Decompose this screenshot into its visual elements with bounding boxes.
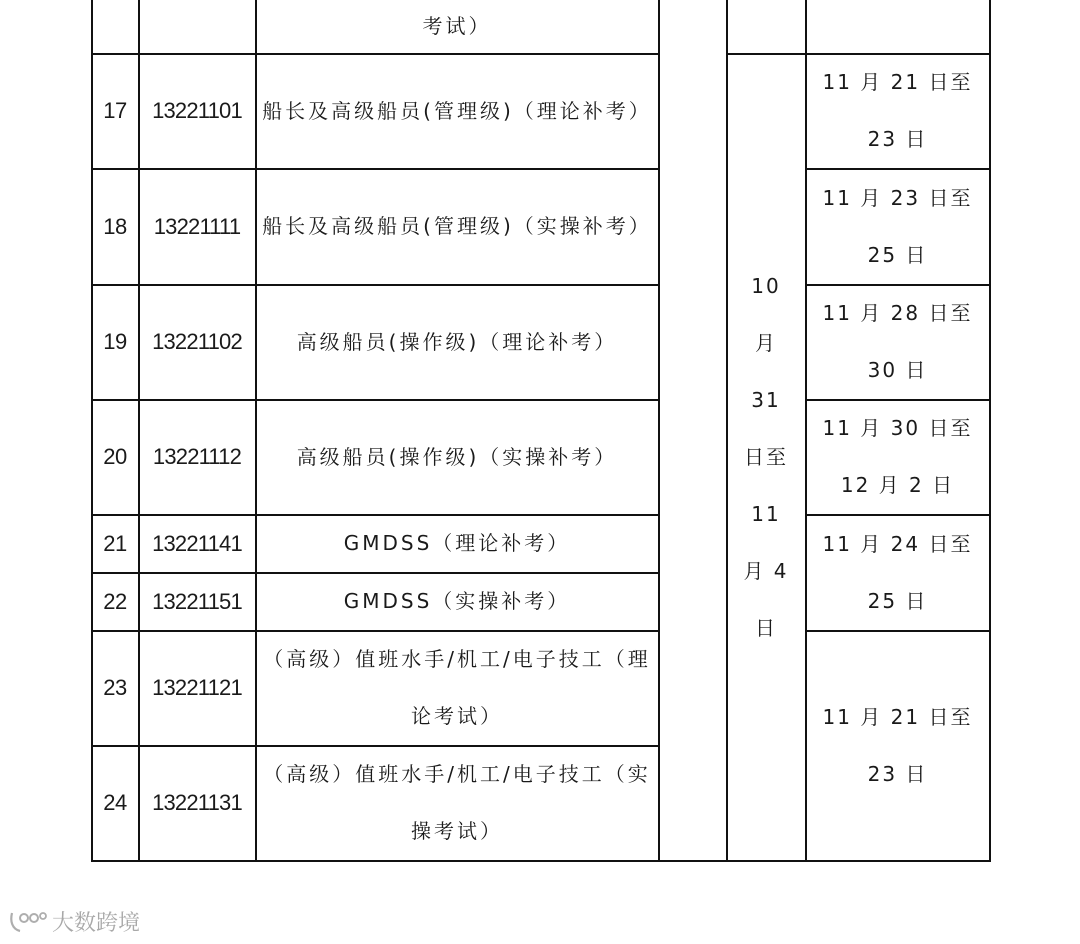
watermark xyxy=(8,906,140,937)
exam-code: 13221141 xyxy=(152,530,242,556)
exam-date: 11 月 24 日至 25 日 xyxy=(822,531,973,613)
exam-name: GMDSS（理论补考） xyxy=(343,531,571,555)
exam-name: 高级船员(操作级)（实操补考） xyxy=(296,444,618,469)
brand-logo-icon xyxy=(8,909,48,935)
exam-name: 船长及高级船员(管理级)（理论补考） xyxy=(262,98,652,123)
row-number: 18 xyxy=(103,213,127,239)
row-number: 20 xyxy=(103,444,127,469)
exam-code: 13221102 xyxy=(152,329,242,354)
table-border-bottom xyxy=(91,860,991,862)
exam-date: 11 月 23 日至 25 日 xyxy=(822,185,973,267)
exam-code: 13221121 xyxy=(152,675,242,700)
exam-date: 11 月 30 日至 12 月 2 日 xyxy=(822,416,973,497)
exam-date: 11 月 21 日至 23 日 xyxy=(822,70,973,151)
exam-name: （高级）值班水手/机工/电子技工（实操考试） xyxy=(263,762,651,843)
exam-code: 13221101 xyxy=(152,98,242,123)
row-number: 22 xyxy=(103,588,127,614)
row-number: 21 xyxy=(103,530,127,556)
registration-period: 10 月 31 日至 11 月 4 日 xyxy=(743,273,789,640)
row-number: 23 xyxy=(103,675,127,700)
exam-name: 高级船员(操作级)（理论补考） xyxy=(296,329,618,354)
exam-name-continuation: 考试） xyxy=(422,14,492,38)
exam-code: 13221111 xyxy=(153,213,241,239)
row-number: 17 xyxy=(103,98,127,123)
exam-code: 13221112 xyxy=(152,444,242,469)
exam-code: 13221151 xyxy=(152,588,242,614)
watermark-text: 大数跨境 xyxy=(52,911,141,936)
exam-date: 11 月 21 日至 23 日 xyxy=(822,704,973,786)
row-number: 19 xyxy=(103,329,127,354)
exam-name: （高级）值班水手/机工/电子技工（理论考试） xyxy=(263,647,651,728)
exam-code: 13221131 xyxy=(152,790,242,815)
row-number: 24 xyxy=(103,790,127,815)
column-divider xyxy=(658,0,660,862)
exam-name: 船长及高级船员(管理级)（实操补考） xyxy=(262,214,652,238)
table-border-right xyxy=(989,0,991,862)
exam-name: GMDSS（实操补考） xyxy=(343,589,571,613)
exam-date: 11 月 28 日至 30 日 xyxy=(822,301,973,382)
